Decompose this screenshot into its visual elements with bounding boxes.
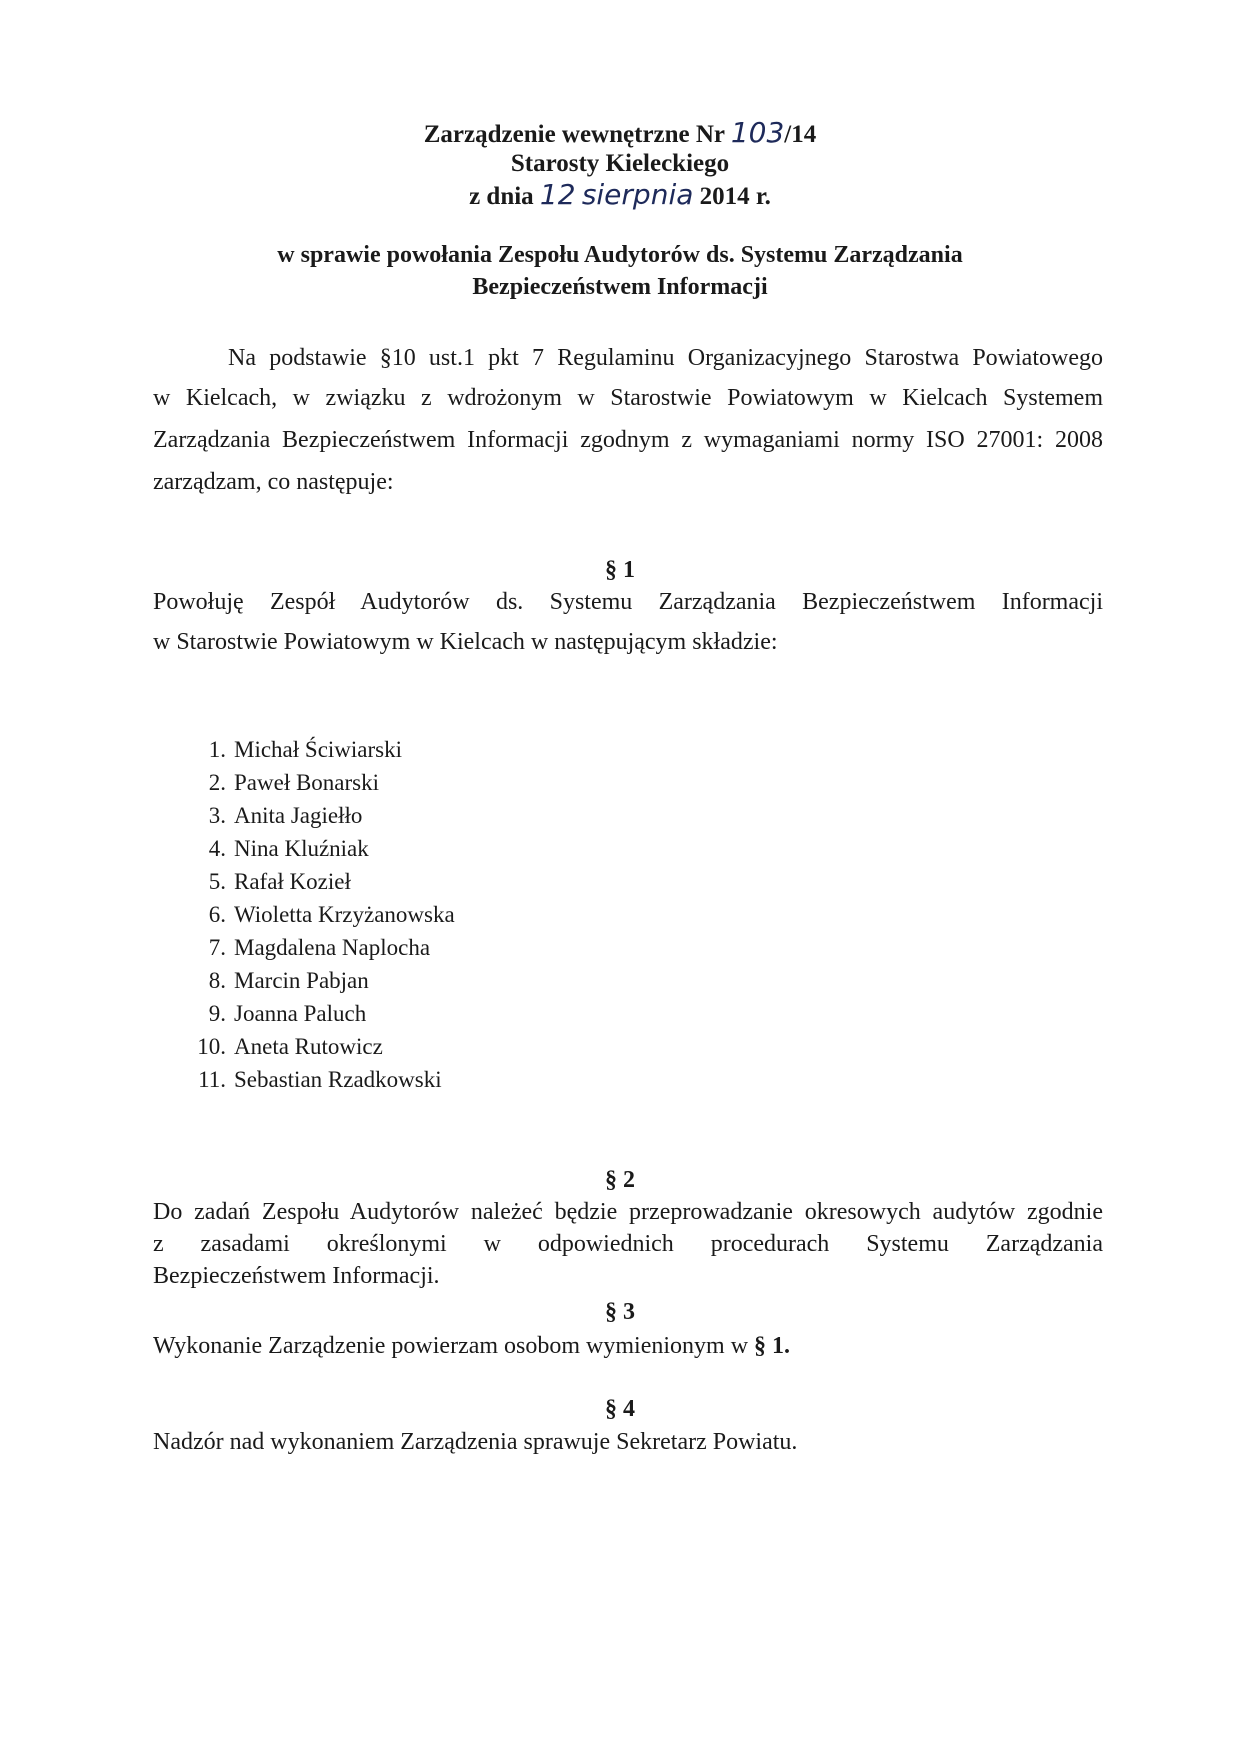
order-title	[0, 118, 1240, 150]
member-name: Rafał Kozieł	[234, 869, 351, 894]
member-name: Joanna Paluch	[234, 1001, 367, 1026]
subject-line-2: Bezpieczeństwem Informacji	[472, 274, 768, 300]
member-name: Michał Ściwiarski	[234, 737, 402, 762]
member-name: Marcin Pabjan	[234, 968, 369, 993]
section-1-line-1: Powołuję Zespół Audytorów ds. Systemu Zarządzania Bezpieczeństwem Informacji	[153, 589, 1103, 615]
list-item: 2. Paweł Bonarski	[208, 770, 380, 795]
preamble-line-1: Na podstawie §10 ust.1 pkt 7 Regulaminu Organizacyjnego Starostwa Powiatowego	[228, 345, 1103, 371]
list-item: 6. Wioletta Krzyżanowska	[208, 902, 455, 927]
subject-line-1: w sprawie powołania Zespołu Audytorów ds. Systemu Zarządzania	[277, 242, 963, 268]
order-date-day-handwritten: 12	[539, 178, 576, 211]
member-name: Anita Jagiełło	[234, 803, 363, 828]
section-4-heading: § 4	[605, 1396, 635, 1422]
member-name: Magdalena Naplocha	[234, 935, 431, 960]
section-3-text	[153, 1331, 790, 1361]
section-2-line-1: Do zadań Zespołu Audytorów należeć będzie przeprowadzanie okresowych audytów zgodnie	[153, 1199, 1103, 1225]
order-date-prefix: z dnia	[469, 183, 534, 210]
list-item: 7. Magdalena Naplocha	[208, 935, 431, 960]
section-2-line-3: Bezpieczeństwem Informacji.	[153, 1263, 440, 1289]
preamble-line-3: Zarządzania Bezpieczeństwem Informacji zgodnym z wymaganiami normy ISO 27001: 2008	[153, 427, 1103, 453]
section-3-heading: § 3	[605, 1299, 635, 1325]
section-4-text: Nadzór nad wykonaniem Zarządzenia sprawuje Sekretarz Powiatu.	[153, 1429, 798, 1455]
member-name: Nina Kluźniak	[234, 836, 369, 861]
member-name: Wioletta Krzyżanowska	[234, 902, 455, 927]
order-number-handwritten: 103	[730, 116, 785, 149]
list-item: 11. Sebastian Rzadkowski	[198, 1067, 442, 1092]
order-title-prefix: Zarządzenie wewnętrzne Nr	[423, 121, 725, 148]
order-date-month-handwritten: sierpnia	[581, 178, 694, 211]
list-item: 4. Nina Kluźniak	[208, 836, 369, 861]
list-item: 10. Aneta Rutowicz	[197, 1034, 383, 1059]
member-name: Sebastian Rzadkowski	[234, 1067, 442, 1092]
list-item: 3. Anita Jagiełło	[208, 803, 363, 828]
section-1-line-2: w Starostwie Powiatowym w Kielcach w następującym składzie:	[153, 629, 778, 655]
order-issuer: Starosty Kieleckiego	[510, 150, 730, 177]
order-date	[0, 180, 1240, 212]
member-name: Paweł Bonarski	[234, 770, 380, 795]
section-3-text-body: Wykonanie Zarządzenie powierzam osobom wymienionym w	[153, 1333, 749, 1359]
list-item: 8. Marcin Pabjan	[208, 968, 369, 993]
preamble-line-4: zarządzam, co następuje:	[153, 469, 394, 495]
section-2-heading: § 2	[605, 1167, 635, 1193]
order-date-year: 2014 r.	[699, 183, 771, 210]
list-item: 5. Rafał Kozieł	[208, 869, 351, 894]
section-2-line-2: z zasadami określonymi w odpowiednich procedurach Systemu Zarządzania	[153, 1231, 1103, 1257]
section-3-ref: § 1.	[754, 1333, 791, 1359]
order-number-suffix: /14	[784, 121, 817, 148]
list-item: 9. Joanna Paluch	[208, 1001, 367, 1026]
preamble-line-2: w Kielcach, w związku z wdrożonym w Starostwie Powiatowym w Kielcach Systemem	[153, 385, 1103, 411]
list-item: 1. Michał Ściwiarski	[208, 737, 402, 762]
section-1-heading: § 1	[605, 557, 635, 583]
member-name: Aneta Rutowicz	[234, 1034, 383, 1059]
